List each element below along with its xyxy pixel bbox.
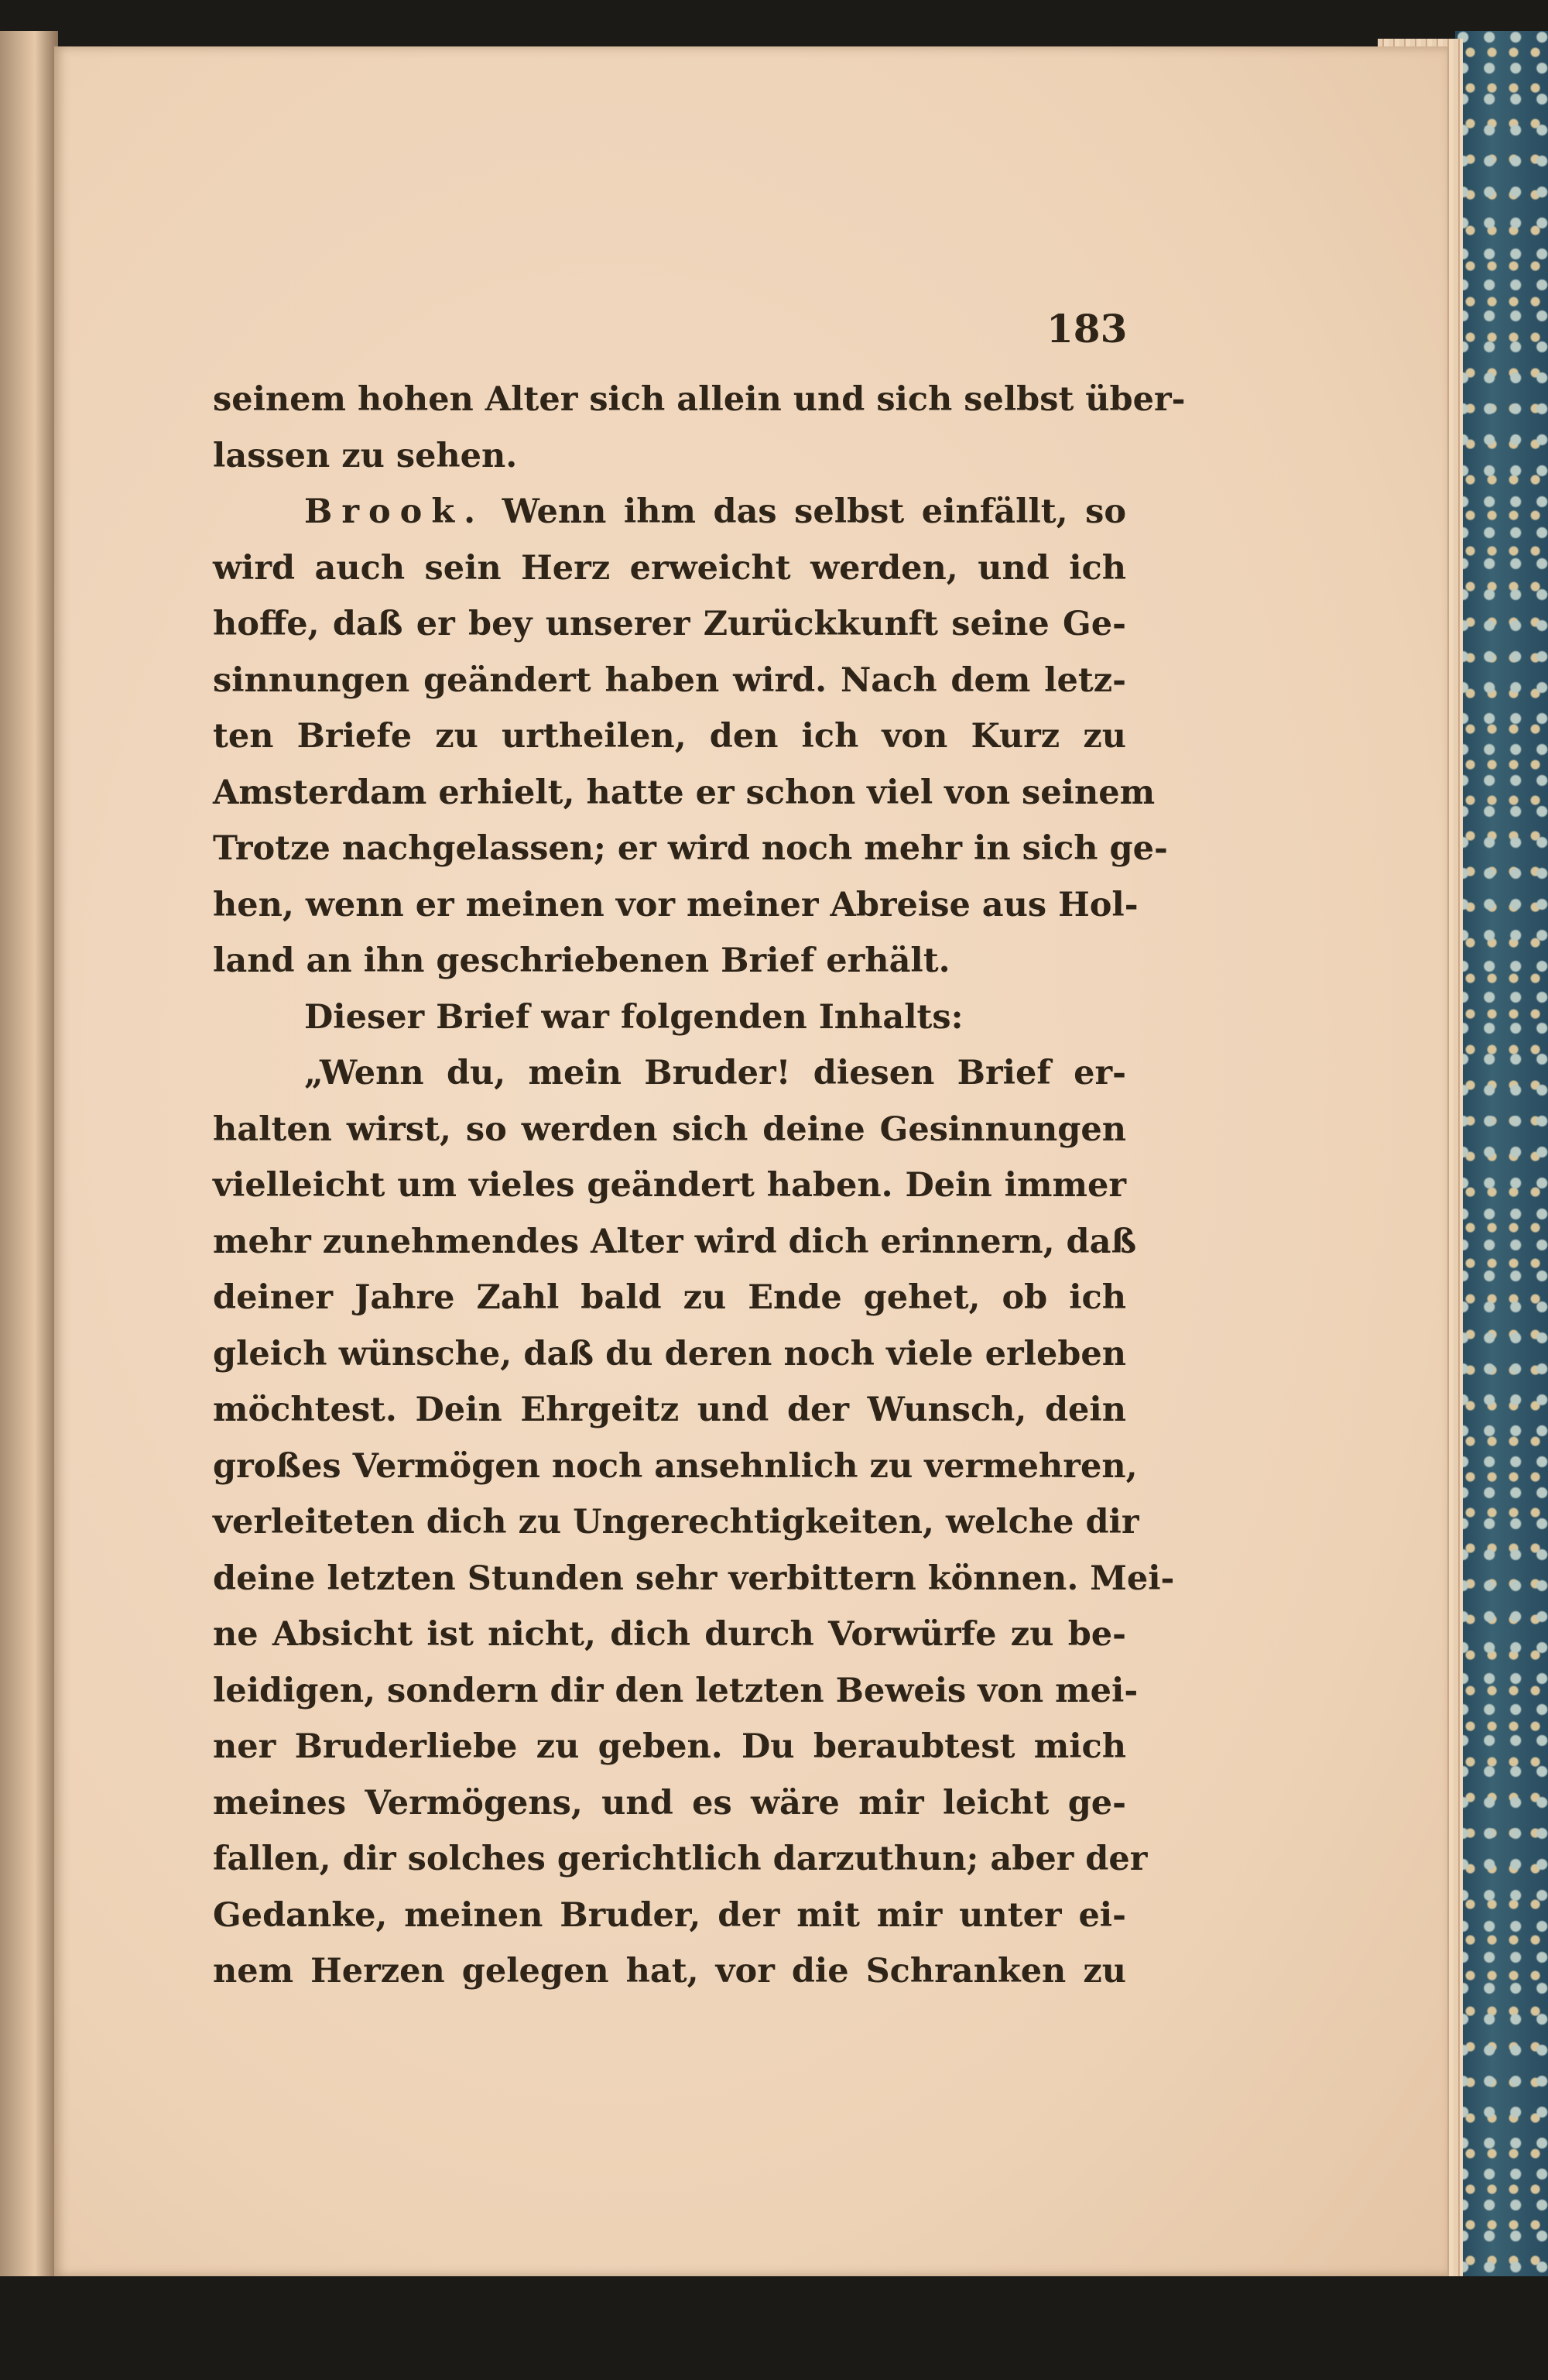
text-line: sinnungen geändert haben wird. Nach dem letz- <box>213 660 1126 700</box>
text-line: großes Vermögen noch ansehnlich zu vermehren, <box>213 1446 1138 1486</box>
text-line: ten Briefe zu urtheilen, den ich von Kurz zu <box>213 717 1126 756</box>
text-line: meines Vermögens, und es wäre mir leicht ge- <box>213 1783 1126 1823</box>
marbled-cover <box>1455 31 1548 2276</box>
page-number: 183 <box>1046 306 1128 352</box>
text-line: vielleicht um vieles geändert haben. Dein immer <box>213 1166 1126 1205</box>
text-line: möchtest. Dein Ehrgeitz und der Wunsch, dein <box>213 1391 1126 1429</box>
text-line: deine letzten Stunden sehr verbittern können. Mei- <box>213 1559 1175 1598</box>
text-line <box>213 484 1126 540</box>
text-span: Wenn ihm das selbst einfällt, so <box>502 492 1126 531</box>
text-line: land an ihn geschriebenen Brief erhält. <box>213 941 950 980</box>
text-line: hoffe, daß er bey unserer Zurückkunft seine Ge- <box>213 605 1126 643</box>
body-text <box>213 372 1186 2000</box>
text-line: Amsterdam erhielt, hatte er schon viel von seinem <box>213 773 1156 812</box>
text-line: seinem hohen Alter sich allein und sich selbst über- <box>213 380 1186 419</box>
text-line: Gedanke, meinen Bruder, der mit mir unter ei- <box>213 1895 1126 1935</box>
text-line: leidigen, sondern dir den letzten Beweis von mei- <box>213 1671 1139 1710</box>
text-line: nem Herzen gelegen hat, vor die Schranken zu <box>213 1952 1126 1991</box>
text-line: Dieser Brief war folgenden Inhalts: <box>304 997 964 1037</box>
text-line: Trotze nachgelassen; er wird noch mehr in sich ge- <box>213 829 1168 868</box>
text-line: „Wenn du, mein Bruder! diesen Brief er- <box>304 1054 1126 1092</box>
text-line: lassen zu sehen. <box>213 436 518 475</box>
text-line: mehr zunehmendes Alter wird dich erinnern, daß <box>213 1222 1137 1261</box>
text-line: fallen, dir solches gerichtlich darzuthun; aber der <box>213 1840 1148 1878</box>
text-line: wird auch sein Herz erweicht werden, und ich <box>213 548 1126 588</box>
text-line: ner Bruderliebe zu geben. Du beraubtest mich <box>213 1727 1126 1766</box>
text-line: halten wirst, so werden sich deine Gesinnungen <box>213 1109 1126 1149</box>
facing-page-edge <box>0 31 58 2276</box>
speaker-name: Brook. <box>304 492 485 531</box>
text-line: hen, wenn er meinen vor meiner Abreise aus Hol- <box>213 885 1139 924</box>
text-line: deiner Jahre Zahl bald zu Ende gehet, ob ich <box>213 1278 1126 1317</box>
text-line: ne Absicht ist nicht, dich durch Vorwürfe zu be- <box>213 1615 1126 1654</box>
text-line: gleich wünsche, daß du deren noch viele erleben <box>213 1334 1126 1373</box>
text-line: verleiteten dich zu Ungerechtigkeiten, welche dir <box>213 1503 1139 1542</box>
